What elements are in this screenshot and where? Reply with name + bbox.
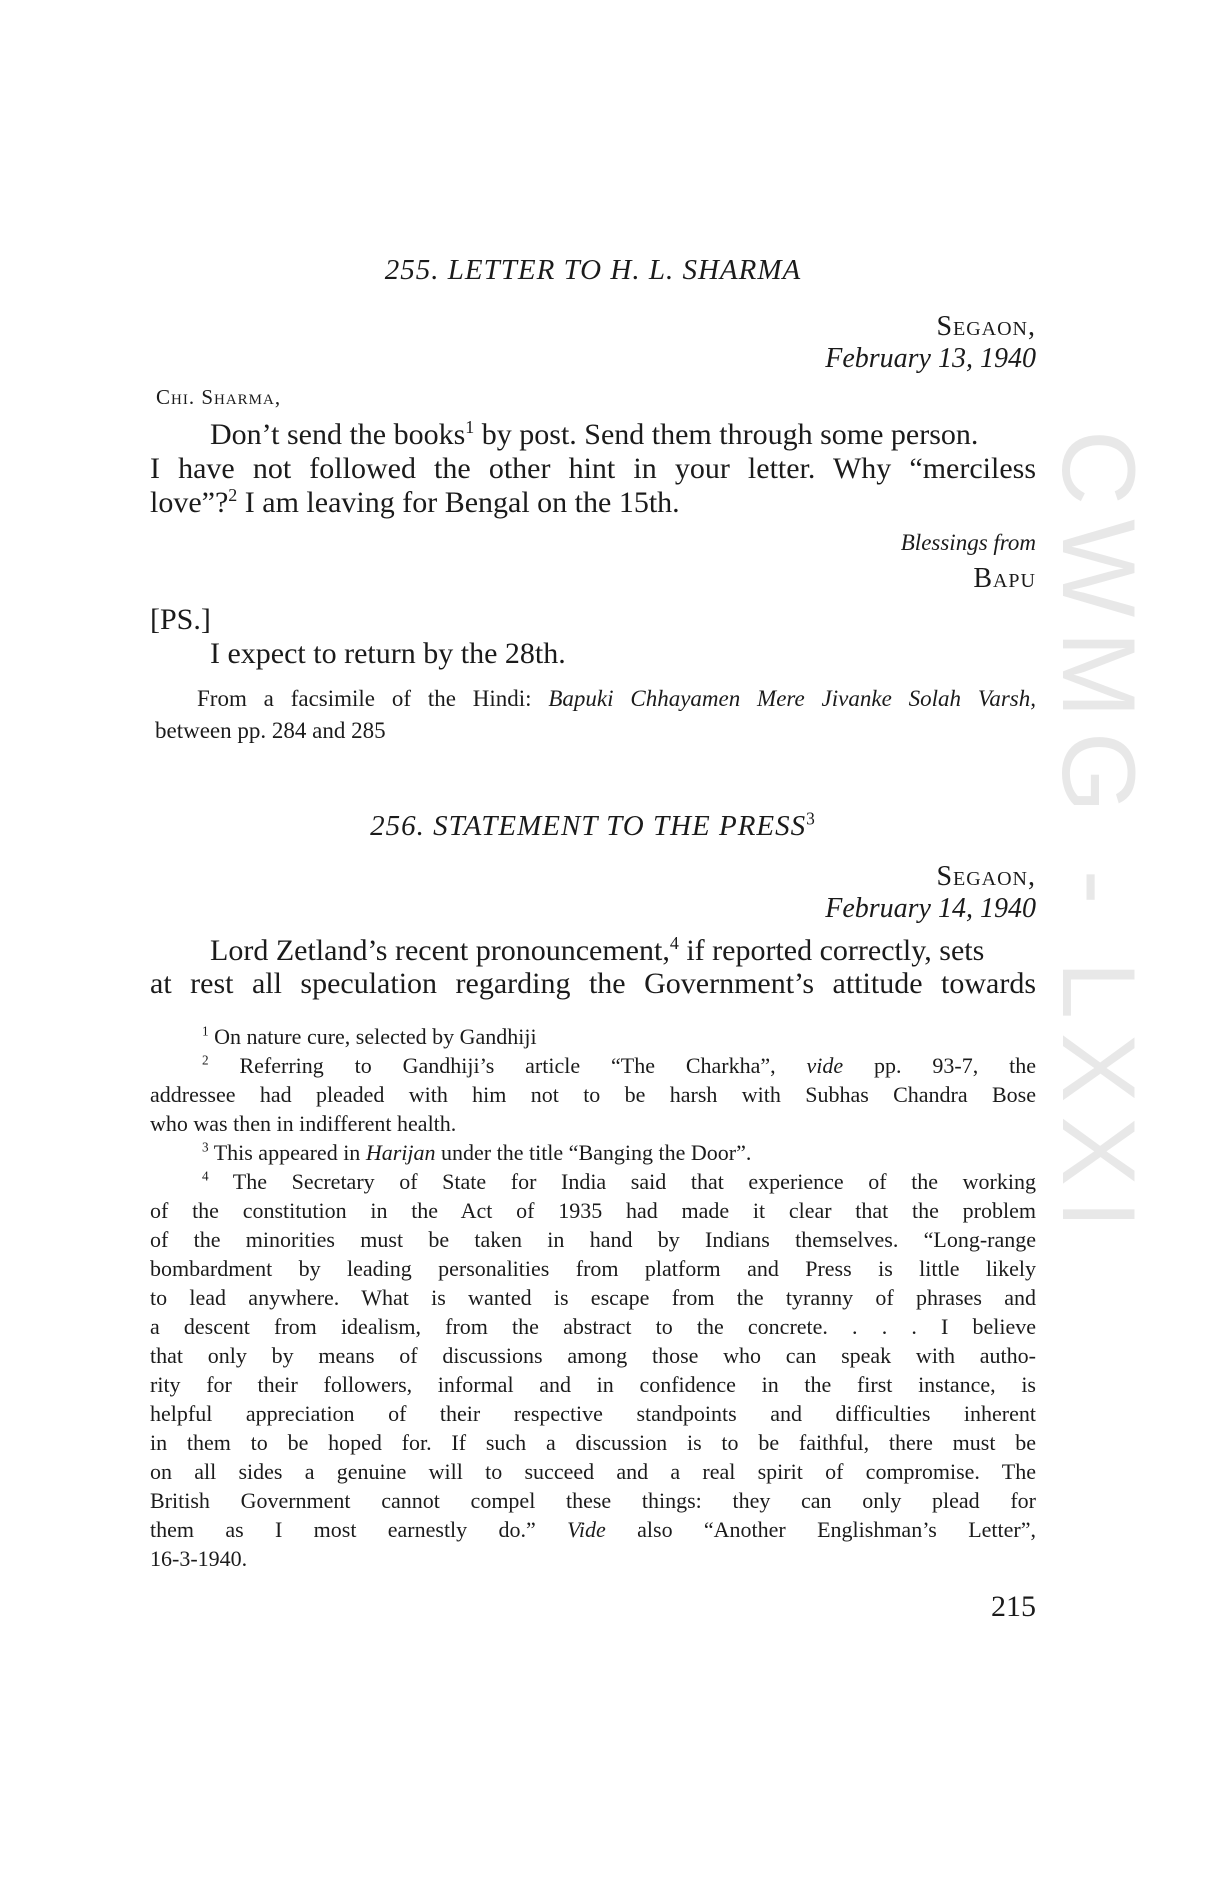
letter-line-3: love”?$^2$ I am leaving for Bengal on the 15th.: [150, 485, 680, 519]
statement-heading: 256. STATEMENT TO THE PRESS$^3$: [370, 808, 816, 842]
footnote-2-line-3: who was then in indifferent health.: [150, 1111, 457, 1136]
letter-line-1: Don’t send the books$^1$ by post. Send them through some person.: [210, 417, 979, 451]
footnote-ref-1: 1: [465, 417, 475, 437]
watermark: CWMG - LXXI: [1040, 430, 1156, 1243]
footnote-1: $^1$ On nature cure, selected by Gandhiji: [202, 1023, 537, 1049]
footnote-ref-2: 2: [228, 485, 238, 505]
footnote-4-line-13: them as I most earnestly do.” Vide also “Another Englishman’s Letter”,: [150, 1517, 1036, 1542]
footnote-4-line-1: $^4$ The Secretary of State for India said that experience of the working: [202, 1168, 1036, 1194]
ps-label: [PS.]: [150, 603, 211, 636]
statement-date: February 14, 1940: [825, 893, 1036, 924]
footnote-2-line-1: $^2$ Referring to Gandhiji’s article “The Charkha”, vide pp. 93-7, the: [202, 1052, 1036, 1078]
footnote-4-line-6: a descent from idealism, from the abstract to the concrete. . . . I believe: [150, 1314, 1036, 1339]
footnote-4-line-11: on all sides a genuine will to succeed and a real spirit of compromise. The: [150, 1459, 1036, 1484]
letter-line-2: I have not followed the other hint in your letter. Why “merciless: [150, 452, 1036, 485]
footnote-4-line-10: in them to be hoped for. If such a discussion is to be faithful, there must be: [150, 1430, 1036, 1455]
footnote-4-line-14: 16-3-1940.: [150, 1546, 248, 1571]
statement-line-1: Lord Zetland’s recent pronouncement,$^4$ if reported correctly, sets: [210, 933, 985, 967]
page-number: 215: [991, 1590, 1036, 1623]
footnote-4-line-5: to lead anywhere. What is wanted is escape from the tyranny of phrases and: [150, 1285, 1036, 1310]
ps-text: I expect to return by the 28th.: [210, 637, 566, 670]
footnote-4-line-4: bombardment by leading personalities from platform and Press is little likely: [150, 1256, 1036, 1281]
footnote-4-line-12: British Government cannot compel these things: they can only plead for: [150, 1488, 1036, 1513]
letter-signature: Bapu: [973, 563, 1036, 594]
letter-place: Segaon,: [936, 311, 1036, 342]
footnote-3: $^3$ This appeared in Harijan under the title “Banging the Door”.: [202, 1139, 752, 1165]
footnote-4-line-9: helpful appreciation of their respective standpoints and difficulties inherent: [150, 1401, 1036, 1426]
footnote-ref-3: 3: [806, 808, 816, 829]
footnote-2-line-2: addressee had pleaded with him not to be harsh with Subhas Chandra Bose: [150, 1082, 1036, 1107]
letter-heading: 255. LETTER TO H. L. SHARMA: [384, 254, 802, 286]
statement-line-2: at rest all speculation regarding the Government’s attitude towards: [150, 967, 1036, 1000]
letter-salutation: Chi. Sharma,: [156, 385, 282, 409]
footnote-4-line-8: rity for their followers, informal and in confidence in the first instance, is: [150, 1372, 1036, 1397]
document-page: [150, 0, 1036, 1890]
footnote-4-line-2: of the constitution in the Act of 1935 had made it clear that the problem: [150, 1198, 1036, 1223]
source-citation-continued: between pp. 284 and 285: [155, 718, 386, 743]
footnote-ref-4: 4: [669, 933, 679, 953]
letter-date: February 13, 1940: [825, 343, 1036, 374]
statement-place: Segaon,: [936, 861, 1036, 892]
footnote-4-line-7: that only by means of discussions among those who can speak with autho-: [150, 1343, 1036, 1368]
source-citation: From a facsimile of the Hindi: Bapuki Chhayamen Mere Jivanke Solah Varsh,: [197, 686, 1036, 711]
letter-closing: Blessings from: [900, 530, 1036, 555]
footnote-4-line-3: of the minorities must be taken in hand by Indians themselves. “Long-range: [150, 1227, 1036, 1252]
